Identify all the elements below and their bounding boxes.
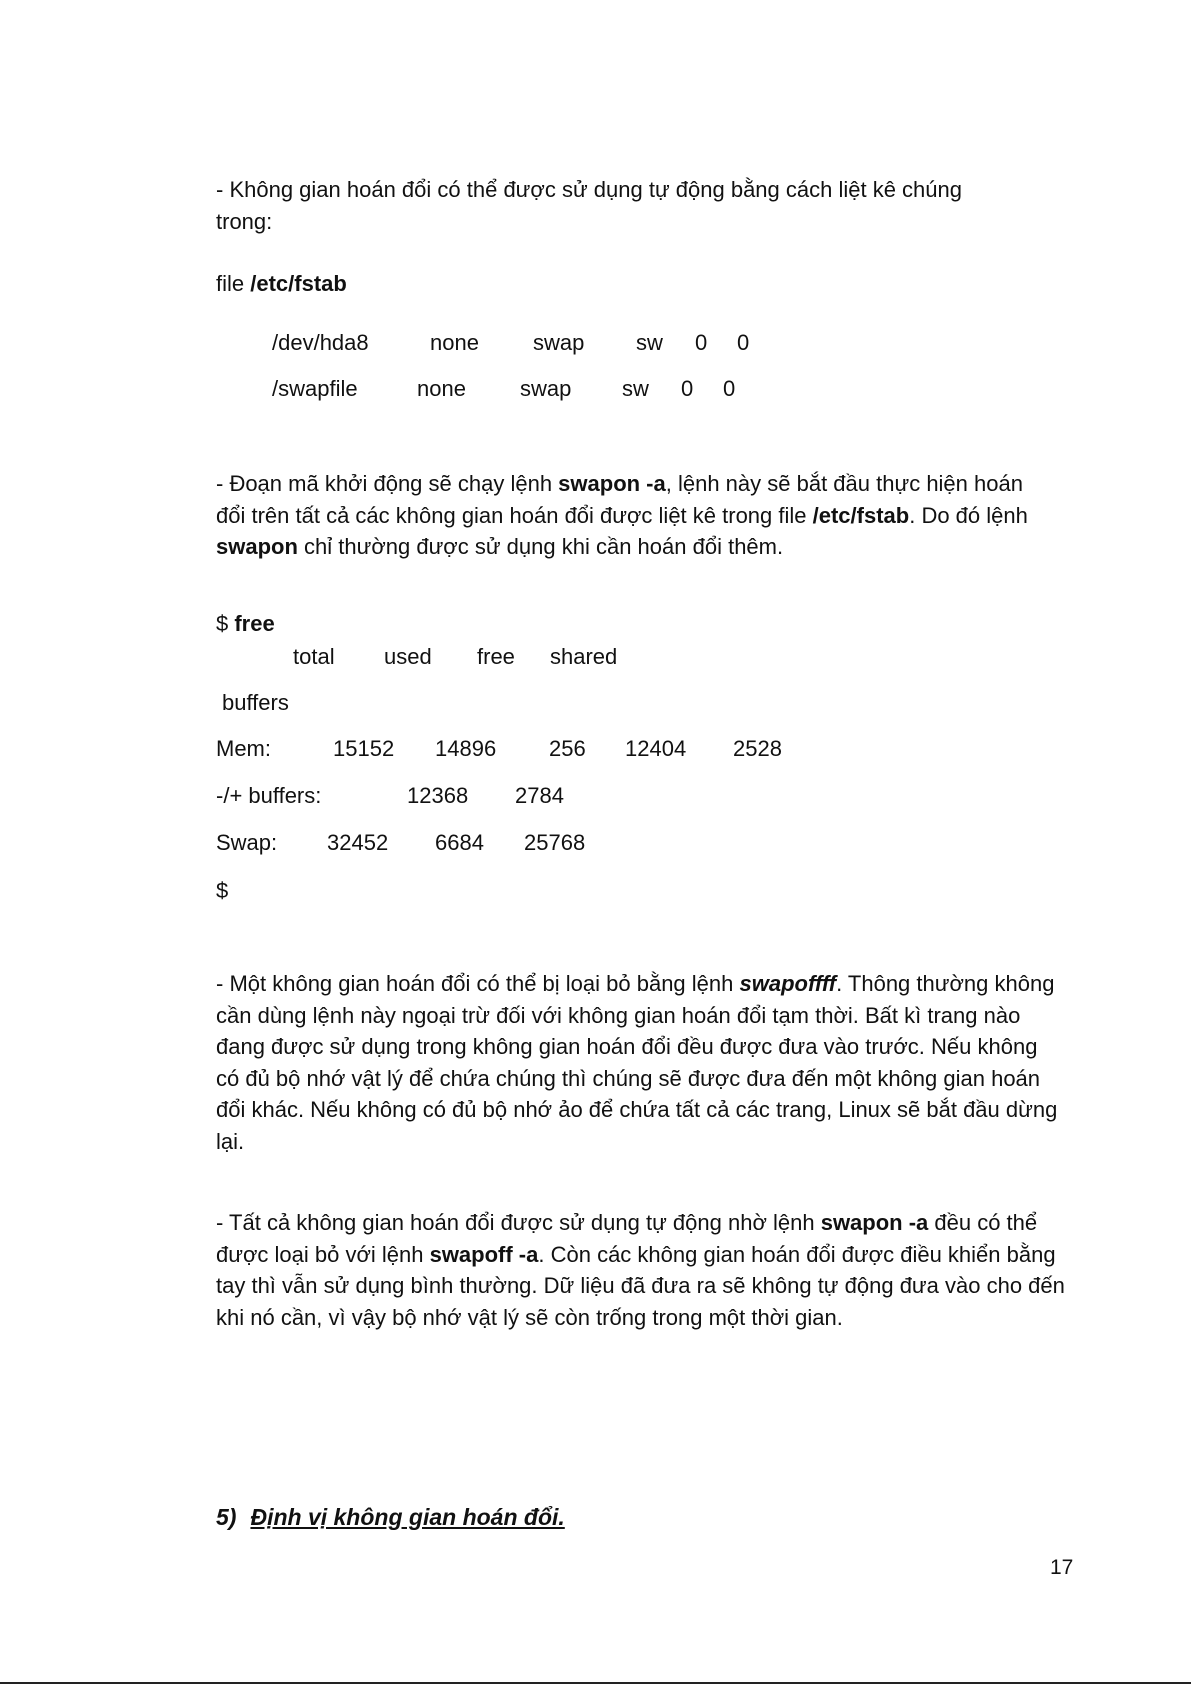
fstab-mount: none [430, 330, 479, 355]
mem-shared: 12404 [625, 736, 687, 761]
swapon-a-command: swapon -a [558, 471, 666, 496]
fstab-device: /swapfile [272, 376, 358, 401]
swapoff-command: swapoffff [739, 971, 837, 996]
header-shared: shared [550, 644, 618, 669]
section-number: 5) [216, 1504, 237, 1530]
fstab-pass: 0 [723, 376, 736, 401]
swap-used: 6684 [435, 830, 484, 855]
end-prompt-row [0, 876, 1191, 906]
section-heading [216, 1504, 565, 1531]
fstab-device: /dev/hda8 [272, 330, 369, 355]
boot-paragraph [216, 468, 1048, 563]
free-command-line [0, 609, 1191, 639]
header-free: free [477, 644, 515, 669]
fstab-label [216, 268, 1056, 300]
header-used: used [384, 644, 432, 669]
intro-paragraph [216, 174, 1056, 237]
swapoff-paragraph [216, 968, 1066, 1157]
fstab-pass: 0 [737, 330, 750, 355]
free-header-row [0, 642, 1191, 672]
auto-text-1: - Tất cả không gian hoán đổi được sử dụng tự động nhờ lệnh [216, 1210, 821, 1235]
fstab-row [0, 328, 1191, 358]
fstab-path: /etc/fstab [250, 271, 347, 296]
fstab-dump: 0 [695, 330, 708, 355]
mem-row [0, 734, 1191, 764]
buffers-used: 12368 [407, 783, 469, 808]
buffers-row [0, 781, 1191, 811]
swap-label: Swap: [216, 830, 278, 855]
section-title: Định vị không gian hoán đổi. [250, 1504, 565, 1530]
buffers-label: -/+ buffers: [216, 783, 322, 808]
footer-rule [0, 1682, 1191, 1684]
swap-row [0, 828, 1191, 858]
free-header-row-2 [0, 688, 1191, 718]
swap-free: 25768 [524, 830, 586, 855]
swapoff-a-inline: swapoff -a [429, 1241, 539, 1267]
end-prompt: $ [216, 878, 229, 903]
swapoff-text-1: - Một không gian hoán đổi có thể bị loại bỏ bằng lệnh [216, 971, 740, 996]
page-number: 17 [1050, 1556, 1074, 1579]
fstab-mount: none [417, 376, 466, 401]
auto-swap-paragraph [216, 1207, 1066, 1333]
shell-prompt: $ [216, 611, 235, 636]
boot-text-2: , lệnh này sẽ bắt đầu thực hiện hoán đổi trên tất cả các không gian hoán đổi được liệt kê trong file [216, 471, 1023, 528]
fstab-opts: sw [636, 330, 663, 355]
mem-label: Mem: [216, 736, 271, 761]
mem-free: 256 [549, 736, 586, 761]
swapoff-text-2: . Thông thường không cần dùng lệnh này ngoại trừ đối với không gian hoán đổi tạm thời. Bất kì trang nào đang được sử dụng trong không gian hoán đổi đều được đưa vào trước. Nếu không có đủ bộ nhớ vật lý để chứa chúng thì chúng sẽ được đưa đến một không gian hoán đổi khác. Nếu không có đủ bộ nhớ ảo để chứa tất cả các trang, Linux sẽ bắt đầu dừng lại. [216, 971, 1058, 1154]
header-buffers: buffers [222, 690, 289, 715]
fstab-type: swap [520, 376, 572, 401]
free-command: free [234, 611, 275, 636]
mem-buffers: 2528 [733, 736, 782, 761]
fstab-path-inline: /etc/fstab [812, 502, 910, 528]
swapon-a-inline: swapon -a [820, 1210, 929, 1235]
boot-text-3: . Do đó lệnh [909, 502, 1028, 528]
fstab-opts: sw [622, 376, 649, 401]
swap-total: 32452 [327, 830, 389, 855]
intro-line-1: - Không gian hoán đổi có thể được sử dụng tự động bằng cách liệt kê chúng [216, 177, 963, 202]
boot-text-4: chỉ thường được sử dụng khi cần hoán đổi thêm. [297, 534, 784, 559]
intro-line-2: trong: [216, 208, 273, 234]
mem-used: 14896 [435, 736, 497, 761]
auto-text-3: . Còn các không gian hoán đổi được điều khiển bằng tay thì vẫn sử dụng bình thường. Dữ liệu đã đưa ra sẽ không tự động đưa vào cho đến khi nó cần, vì vậy bộ nhớ vật lý sẽ còn trống trong một thời gian. [216, 1241, 1065, 1330]
auto-text-2: đều có thể được loại bỏ với lệnh [216, 1210, 1038, 1267]
boot-text-1: - Đoạn mã khởi động sẽ chạy lệnh [216, 471, 559, 496]
swapon-command: swapon [216, 534, 298, 559]
fstab-row [0, 374, 1191, 404]
header-total: total [293, 644, 335, 669]
fstab-type: swap [533, 330, 585, 355]
fstab-label-prefix: file [216, 271, 251, 296]
mem-total: 15152 [333, 736, 395, 761]
fstab-dump: 0 [681, 376, 694, 401]
buffers-free: 2784 [515, 783, 564, 808]
